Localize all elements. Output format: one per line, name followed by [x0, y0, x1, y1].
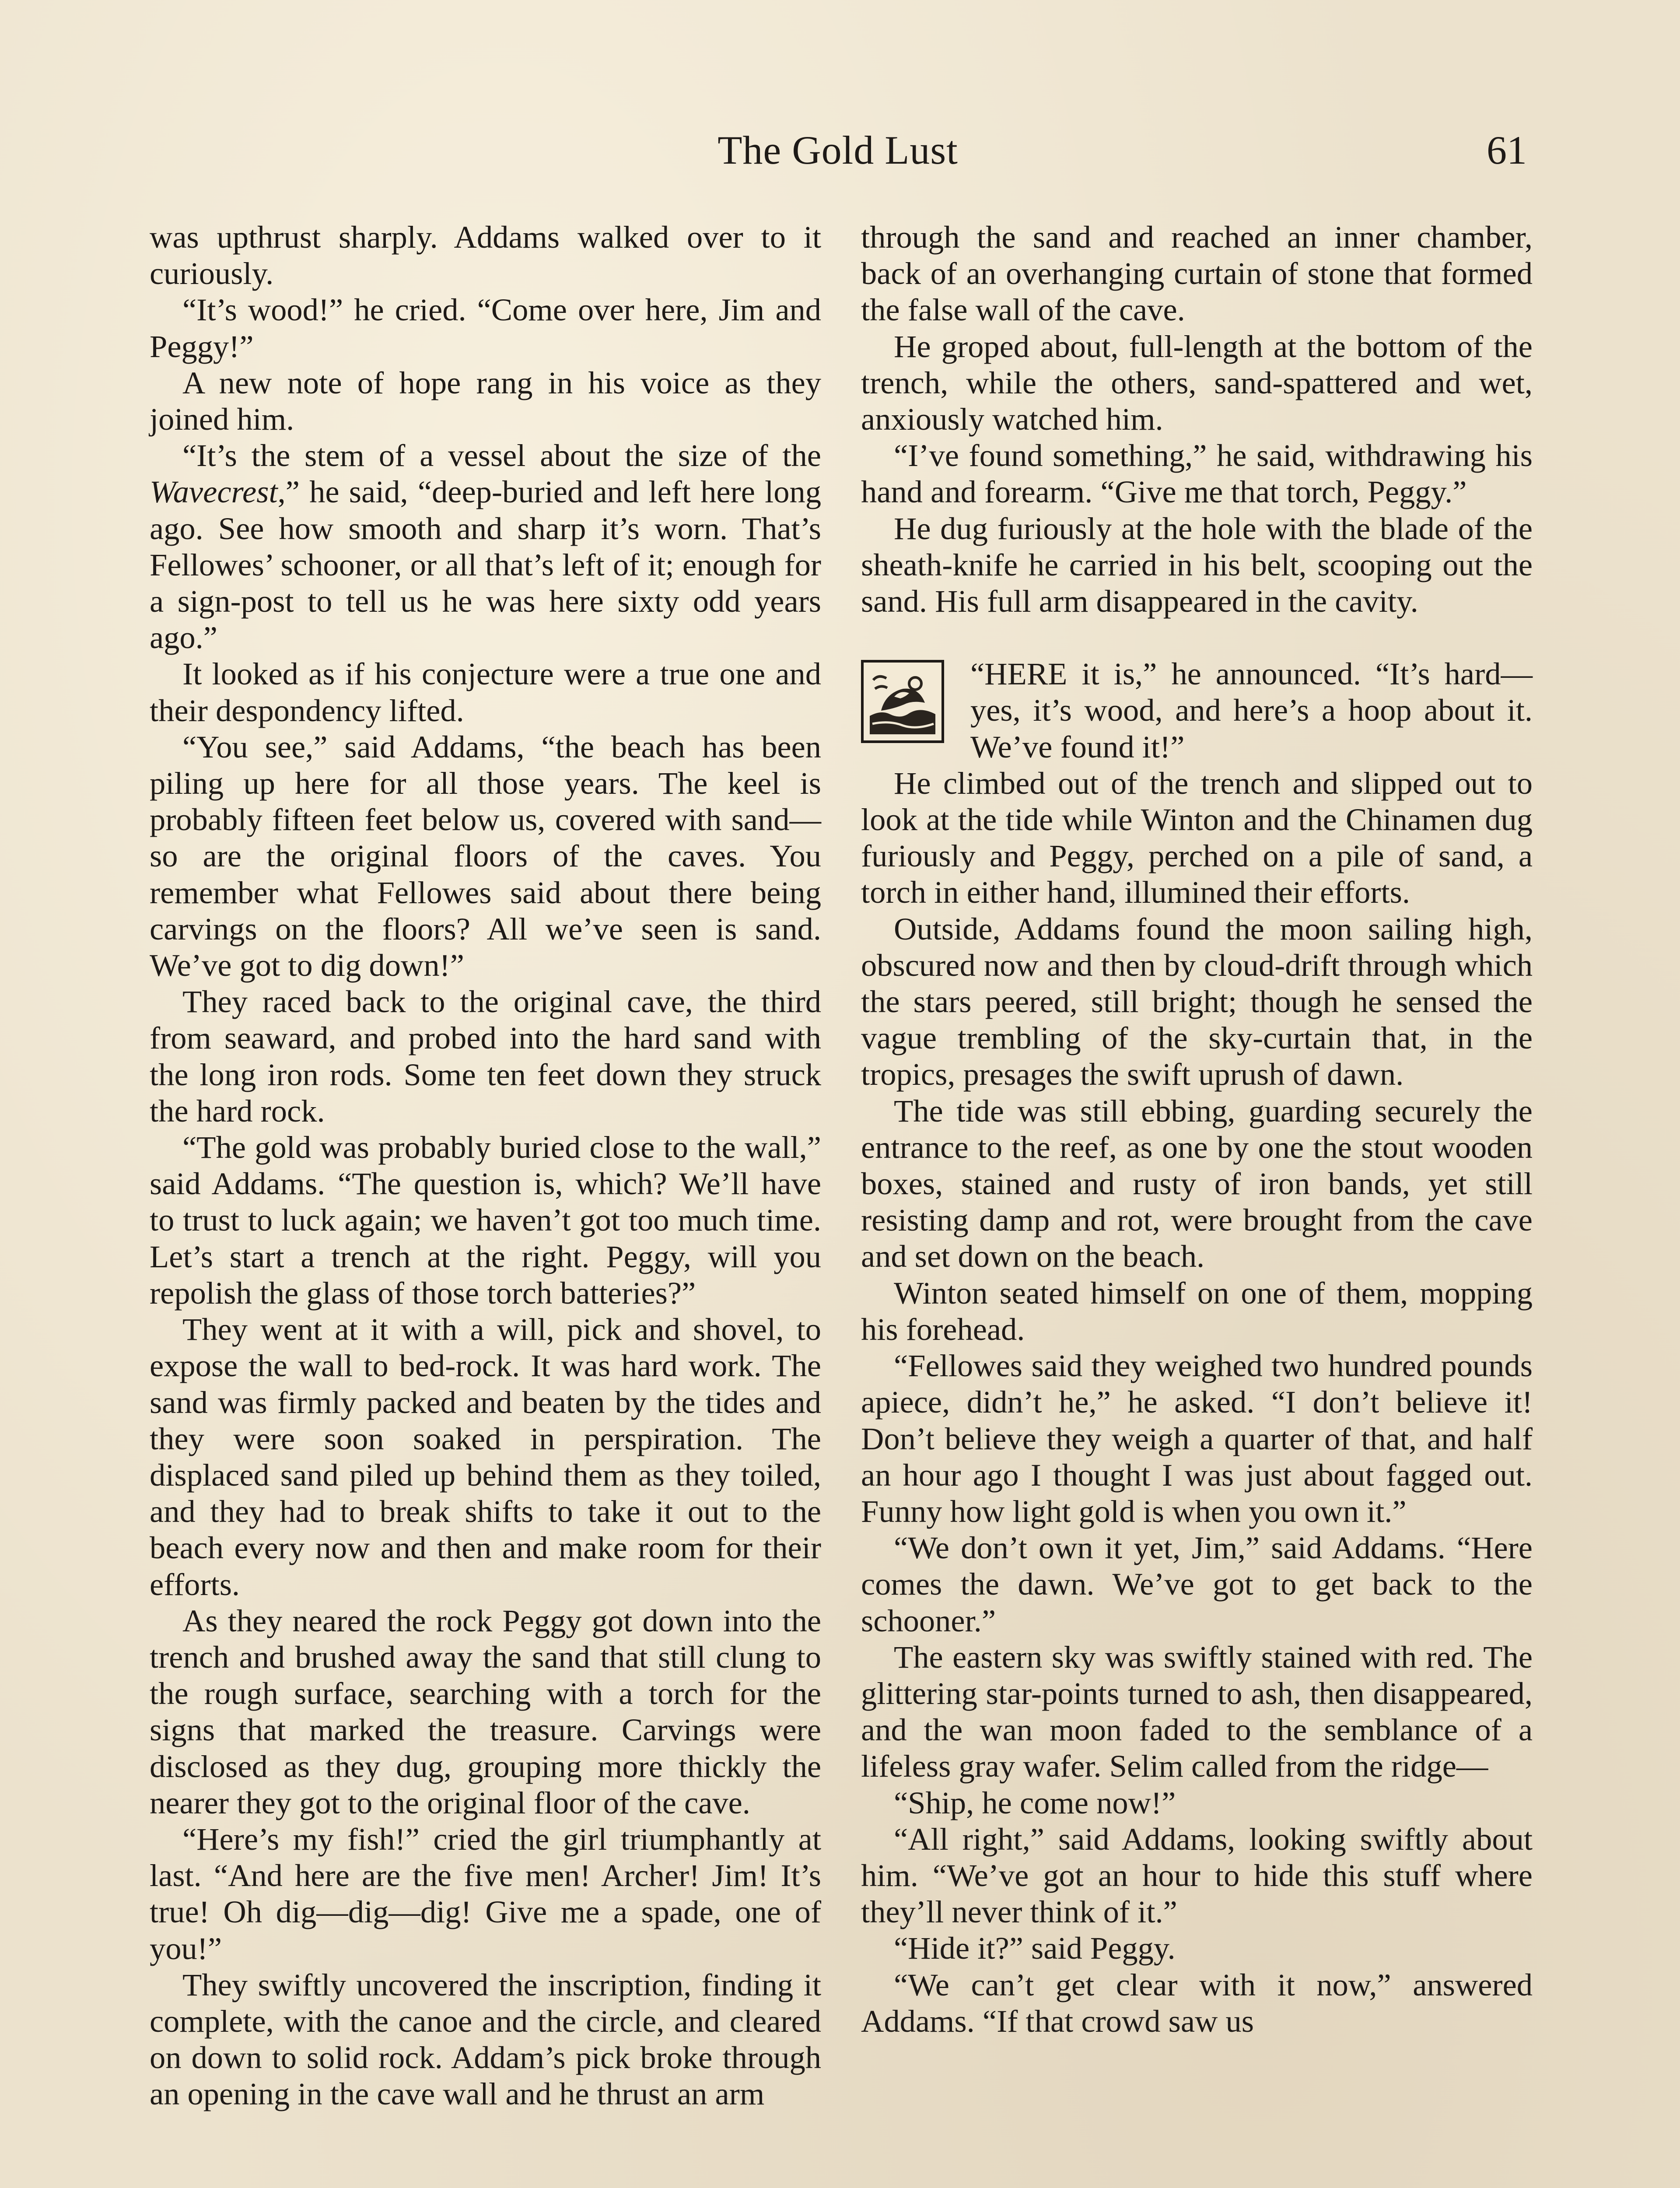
paragraph: “It’s wood!” he cried. “Come over here, Jim and Peggy!” — [150, 292, 821, 364]
paragraph: The eastern sky was swiftly stained with red. The glittering star-points turned to ash, then disappeared, and the wan moon faded to the semblance of a lifeless gray wafer. Selim called from the ridge— — [861, 1639, 1533, 1784]
paragraph: “Hide it?” said Peggy. — [894, 1930, 1176, 1966]
paragraph: He groped about, full-length at the bottom of the trench, while the others, sand-spattered and wet, anxiously watched him. — [861, 328, 1533, 437]
paragraph: A new note of hope rang in his voice as they joined him. — [150, 365, 821, 437]
page-number: 61 — [1487, 128, 1527, 172]
right-column — [861, 219, 1533, 2039]
paragraph: “All right,” said Addams, looking swiftly about him. “We’ve got an hour to hide this stuff where they’ll never think of it.” — [861, 1821, 1533, 1930]
paragraph: “It’s the stem of a vessel about the size of the Wavecrest,” he said, “deep-buried and left here long ago. See how smooth and sharp it’s worn. That’s Fellowes’ schooner, or all that’s left of it; enough for a sign-post to tell us he was here sixty odd years ago.” — [150, 438, 821, 656]
paragraph: “The gold was probably buried close to the wall,” said Addams. “The question is, which? We’ll have to trust to luck again; we haven’t got too much time. Let’s start a trench at the right. Peggy, will you repolish the glass of those torch batteries?” — [150, 1129, 821, 1311]
section-opening — [861, 656, 1533, 765]
running-title: The Gold Lust — [718, 128, 958, 172]
paragraph: He climbed out of the trench and slipped out to look at the tide while Winton and the Chinamen dug furiously and Peggy, perched on a pile of sand, a torch in either hand, illumined their efforts. — [861, 765, 1533, 910]
paragraph: through the sand and reached an inner chamber, back of an overhanging curtain of stone that formed the false wall of the cave. — [861, 219, 1533, 328]
paragraph: “We don’t own it yet, Jim,” said Addams. “Here comes the dawn. We’ve got to get back to the schooner.” — [861, 1530, 1533, 1638]
paragraph: “Here’s my fish!” cried the girl triumphantly at last. “And here are the five men! Archer! Jim! It’s true! Oh dig—dig—dig! Give me a spade, one of you!” — [150, 1821, 821, 1966]
paragraph: “Fellowes said they weighed two hundred pounds apiece, didn’t he,” he asked. “I don’t believe it! Don’t believe they weigh a quarter of that, and half an hour ago I thought I was just about fagged out. Funny how light gold is when you own it.” — [861, 1348, 1533, 1529]
paragraph: “I’ve found something,” he said, withdrawing his hand and forearm. “Give me that torch, Peggy.” — [861, 438, 1533, 510]
paragraph: As they neared the rock Peggy got down into the trench and brushed away the sand that still clung to the rough surface, searching with a torch for the signs that marked the treasure. Carvings were disclosed as they dug, grouping more thickly the nearer they got to the original floor of the cave. — [150, 1602, 821, 1820]
ship-vignette-icon — [861, 660, 944, 743]
paragraph: The tide was still ebbing, guarding securely the entrance to the reef, as one by one the stout wooden boxes, stained and rusty of iron bands, yet still resisting damp and rot, were brought from the cave and set down on the beach. — [861, 1093, 1533, 1274]
paragraph: They went at it with a will, pick and shovel, to expose the wall to bed-rock. It was hard work. The sand was firmly packed and beaten by the tides and they were soon soaked in perspiration. The displaced sand piled up behind them as they toiled, and they had to break shifts to take it out to the beach every now and then and make room for their efforts. — [150, 1311, 821, 1602]
paragraph: “We can’t get clear with it now,” answered Addams. “If that crowd saw us — [861, 1967, 1533, 2039]
paragraph: was upthrust sharply. Addams walked over to it curiously. — [150, 219, 821, 291]
section-opening-text: “HERE it is,” he announced. “It’s hard—yes, it’s wood, and here’s a hoop about it. We’ve found it!” — [970, 656, 1533, 764]
paragraph: They swiftly uncovered the inscription, finding it complete, with the canoe and the circle, and cleared on down to solid rock. Addam’s pick broke through an opening in the cave wall and he thrust an arm — [150, 1967, 821, 2112]
running-head — [149, 127, 1527, 188]
paragraph: Winton seated himself on one of them, mopping his forehead. — [861, 1275, 1533, 1347]
paragraph: They raced back to the original cave, the third from seaward, and probed into the hard sand with the long iron rods. Some ten feet down they struck the hard rock. — [150, 984, 821, 1129]
paragraph: It looked as if his conjecture were a true one and their despondency lifted. — [150, 656, 821, 728]
ship-name: Wavecrest — [150, 474, 278, 510]
paragraph: “Ship, he come now!” — [894, 1785, 1176, 1820]
paragraph: Outside, Addams found the moon sailing high, obscured now and then by cloud-drift through which the stars peered, still bright; though he sensed the vague trembling of the sky-curtain that, in the tropics, presages the swift uprush of dawn. — [861, 911, 1533, 1092]
paragraph: “You see,” said Addams, “the beach has been piling up here for all those years. The keel is probably fifteen feet below us, covered with sand—so are the original floors of the caves. You remember what Fellowes said about there being carvings on the floors? All we’ve seen is sand. We’ve got to dig down!” — [150, 729, 821, 983]
left-column — [150, 219, 821, 2112]
paragraph: He dug furiously at the hole with the blade of the sheath-knife he carried in his belt, scooping out the sand. His full arm disappeared in the cavity. — [861, 510, 1533, 619]
